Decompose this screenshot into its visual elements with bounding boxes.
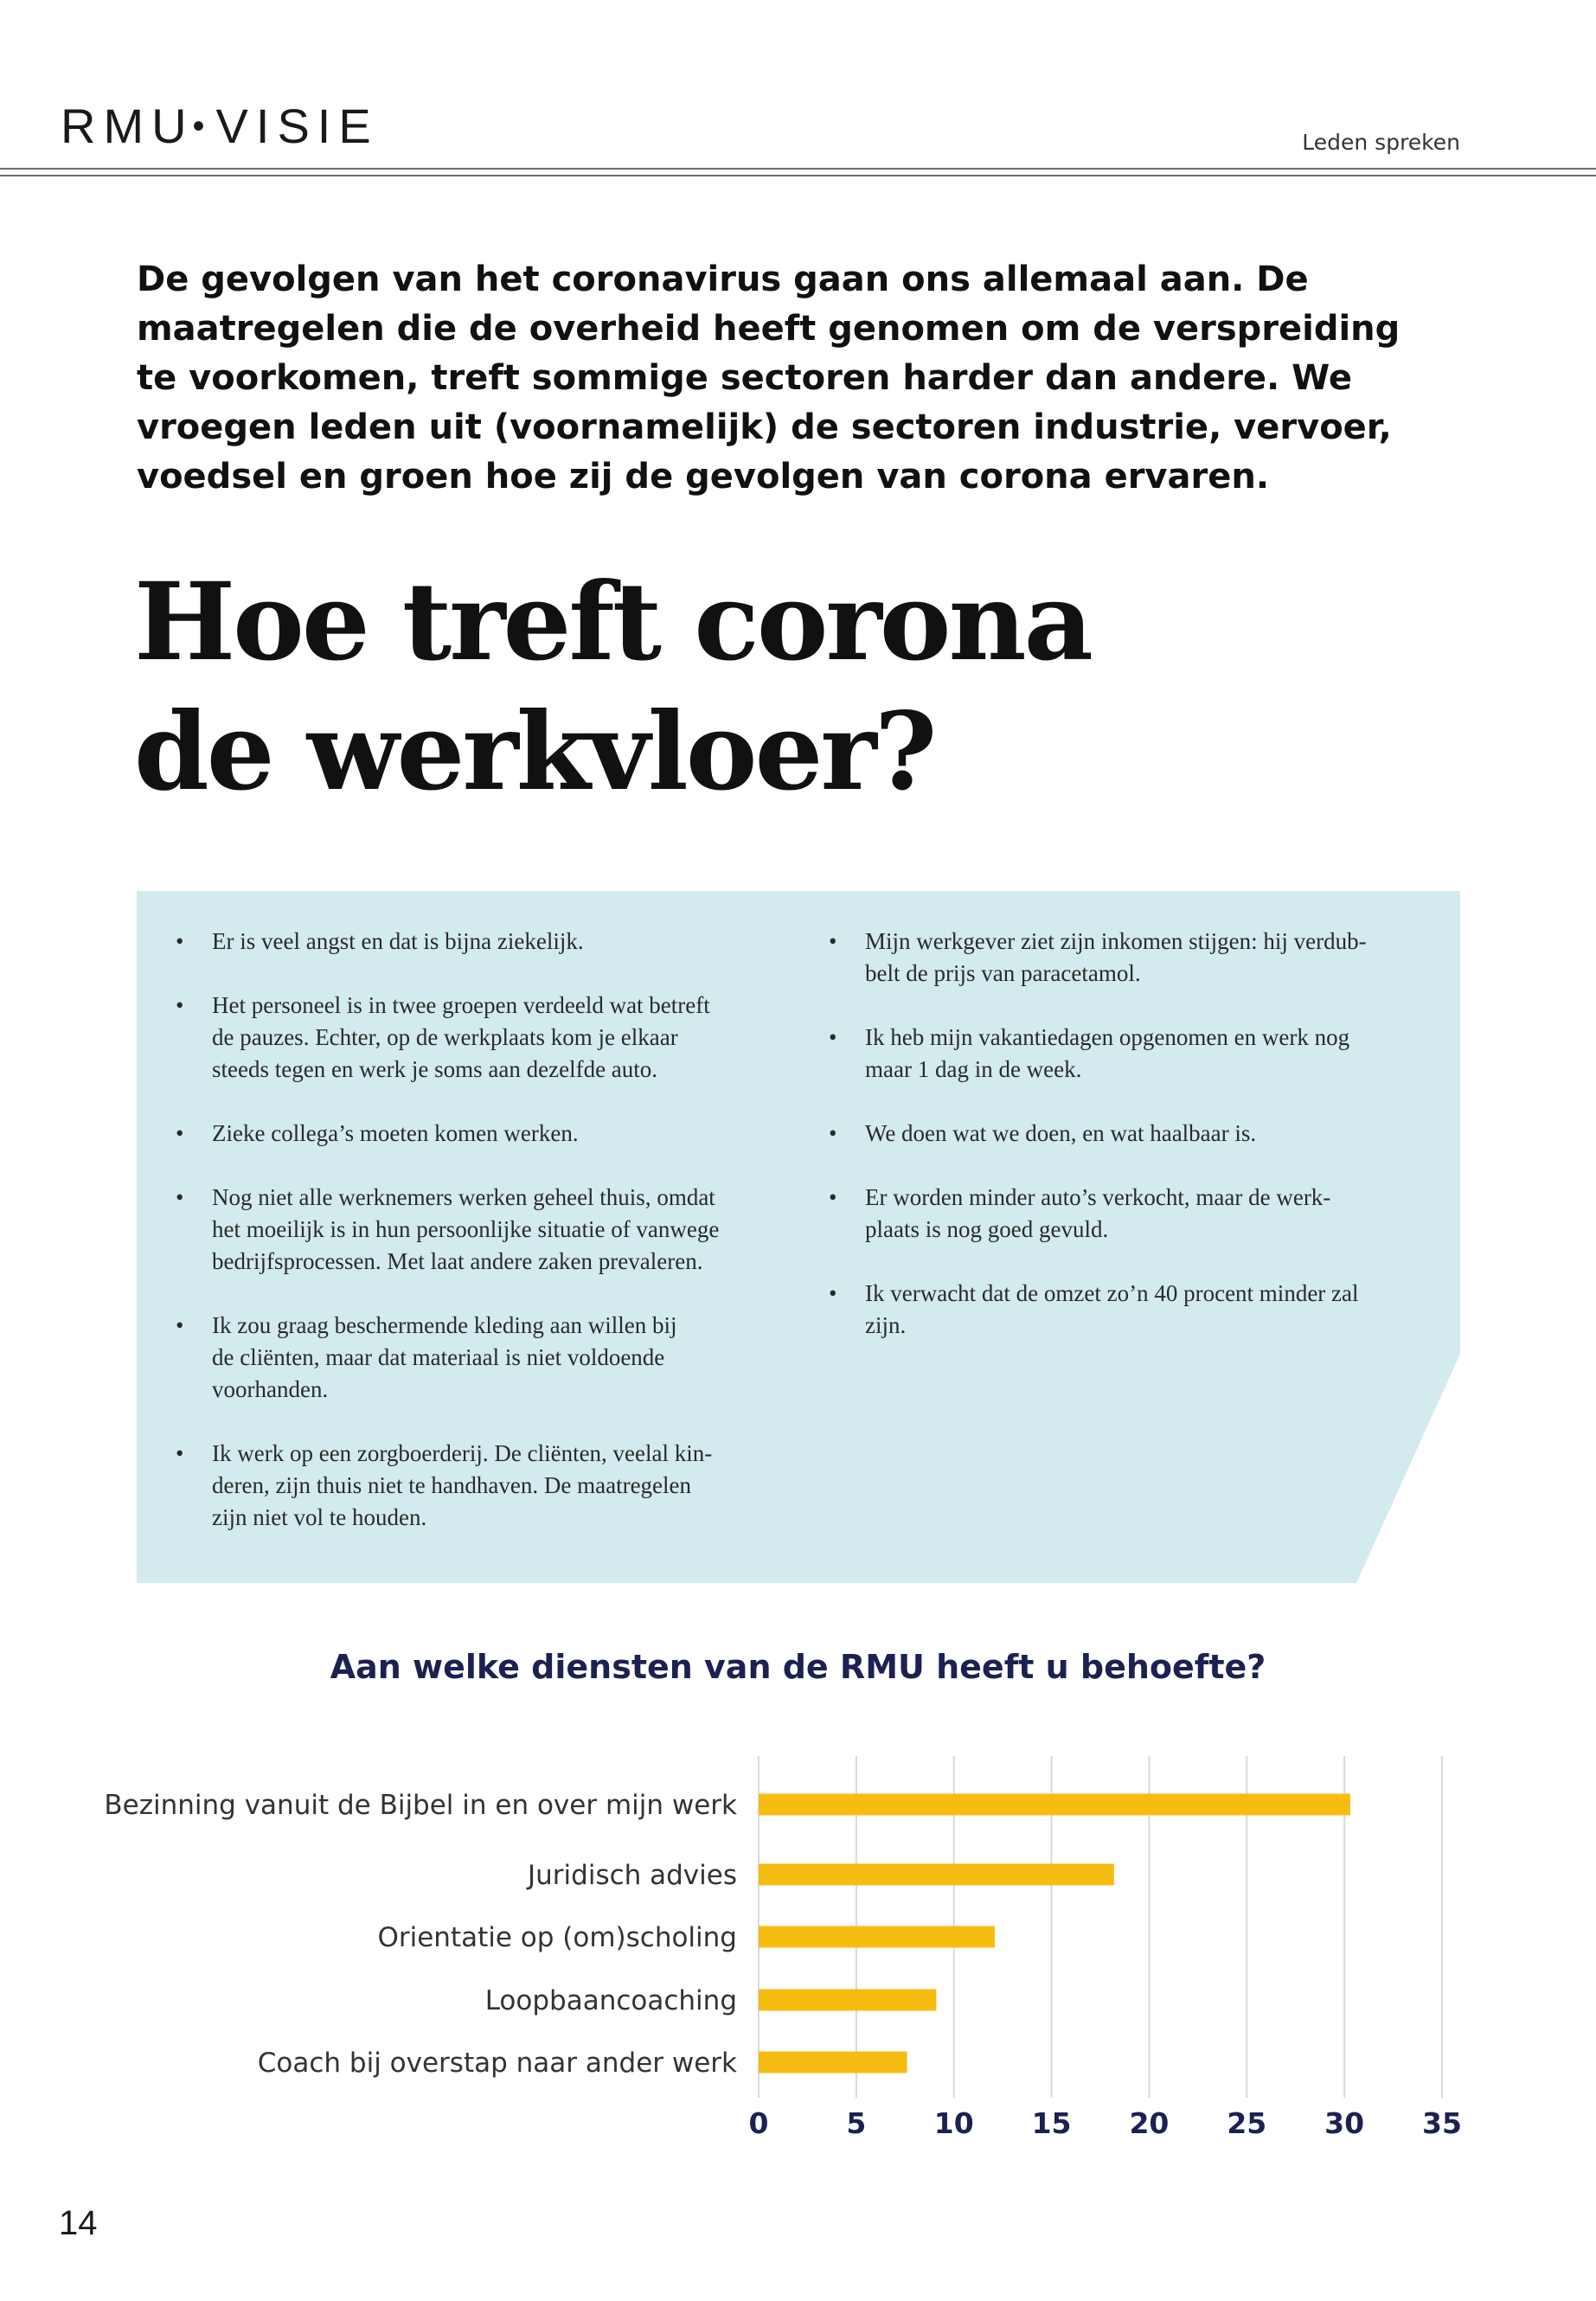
quote-line: Mijn werkgever ziet zijn inkomen stijgen: hij verdub- — [865, 928, 1367, 954]
quote-line: Er is veel angst en dat is bijna ziekelijk. — [212, 928, 584, 954]
quote-line: voorhanden. — [212, 1376, 329, 1402]
x-tick-label: 30 — [1324, 2106, 1365, 2140]
header-rule-top — [0, 168, 1596, 170]
quote-line: belt de prijs van paracetamol. — [865, 960, 1141, 986]
quote-text — [212, 1118, 920, 1150]
quote-line: Ik verwacht dat de omzet zo’n 40 procent minder zal — [865, 1280, 1359, 1306]
x-tick-label: 25 — [1227, 2106, 1267, 2140]
quotes-column-right — [829, 926, 1452, 1374]
quote-line: de cliënten, maar dat materiaal is niet voldoende — [212, 1344, 665, 1370]
bar — [759, 1926, 995, 1948]
section-label: Leden spreken — [1302, 130, 1460, 155]
bullet-marker: • — [176, 1120, 184, 1146]
x-tick-label: 0 — [748, 2106, 769, 2140]
quote-text — [212, 1438, 920, 1534]
quote-text — [212, 926, 920, 958]
category-label: Juridisch advies — [528, 1860, 737, 1891]
bullet-marker: • — [176, 928, 184, 954]
quotes-column-left — [176, 926, 920, 1566]
category-label: Bezinning vanuit de Bijbel in en over mijn werk — [104, 1790, 737, 1821]
page-title — [134, 558, 1091, 817]
title-line: Hoe treft corona — [134, 560, 1091, 685]
x-tick-label: 35 — [1422, 2106, 1462, 2140]
header-rule-bottom — [0, 175, 1596, 176]
quote-line: het moeilijk is in hun persoonlijke situatie of vanwege — [212, 1216, 720, 1242]
chart-title: Aan welke diensten van de RMU heeft u behoefte? — [330, 1648, 1266, 1686]
title-line: de werkvloer? — [134, 689, 935, 815]
quote-line: maar 1 dag in de week. — [865, 1056, 1082, 1082]
quote-line: Ik zou graag beschermende kleding aan willen bij — [212, 1312, 677, 1338]
bullet-marker: • — [176, 1184, 184, 1210]
quote-line: Nog niet alle werknemers werken geheel thuis, omdat — [212, 1184, 715, 1210]
quote-item — [176, 990, 920, 1086]
bullet-marker: • — [829, 1280, 837, 1306]
quote-line: steeds tegen en werk je soms aan dezelfde auto. — [212, 1056, 658, 1082]
intro-paragraph — [137, 255, 1401, 502]
quote-line: plaats is nog goed gevuld. — [865, 1216, 1109, 1242]
quote-line: bedrijfsprocessen. Met laat andere zaken prevaleren. — [212, 1248, 703, 1274]
quote-line: zijn. — [865, 1312, 907, 1338]
quote-text — [212, 1182, 920, 1278]
bullet-marker: • — [829, 1120, 837, 1146]
quote-item — [176, 1438, 920, 1534]
page-number: 14 — [59, 2204, 98, 2242]
quote-text — [865, 926, 1452, 990]
bullet-marker: • — [176, 1440, 184, 1466]
quote-line: Er worden minder auto’s verkocht, maar de werk- — [865, 1184, 1331, 1210]
intro-line: voedsel en groen hoe zij de gevolgen van corona ervaren. — [137, 457, 1270, 497]
quote-item — [176, 1182, 920, 1278]
category-label: Orientatie op (om)scholing — [377, 1922, 737, 1953]
quote-item — [829, 926, 1452, 990]
bullet-marker: • — [829, 928, 837, 954]
category-label: Coach bij overstap naar ander werk — [257, 2048, 737, 2079]
quotes-panel — [137, 891, 1460, 1583]
quote-item — [176, 1118, 920, 1150]
bar — [759, 1794, 1350, 1816]
bullet-marker: • — [176, 992, 184, 1018]
intro-line: te voorkomen, treft sommige sectoren harder dan andere. We — [137, 358, 1352, 398]
x-tick-label: 5 — [846, 2106, 867, 2140]
intro-line: maatregelen die de overheid heeft genomen om de verspreiding — [137, 309, 1401, 349]
x-tick-label: 10 — [933, 2106, 974, 2140]
quote-item — [829, 1182, 1452, 1246]
quote-line: zijn niet vol te houden. — [212, 1504, 427, 1530]
logo-dot: • — [192, 107, 213, 145]
bar — [759, 1990, 936, 2011]
logo-text-right: VISIE — [215, 99, 379, 153]
quote-text — [212, 1310, 920, 1406]
category-label: Loopbaancoaching — [484, 1985, 737, 2016]
quote-item — [176, 926, 920, 958]
bar — [759, 1864, 1114, 1886]
bar — [759, 2052, 907, 2073]
bullet-marker: • — [176, 1312, 184, 1338]
quote-text — [865, 1118, 1452, 1150]
quote-item — [176, 1310, 920, 1406]
bullet-marker: • — [829, 1024, 837, 1050]
x-tick-label: 20 — [1129, 2106, 1170, 2140]
quote-item — [829, 1118, 1452, 1150]
quote-line: de pauzes. Echter, op de werkplaats kom je elkaar — [212, 1024, 678, 1050]
header-logo — [61, 99, 379, 153]
quote-item — [829, 1278, 1452, 1342]
quote-text — [865, 1278, 1452, 1342]
quote-line: deren, zijn thuis niet te handhaven. De maatregelen — [212, 1472, 692, 1498]
quote-line: Ik werk op een zorgboerderij. De cliënten, veelal kin- — [212, 1440, 713, 1466]
quote-line: Ik heb mijn vakantiedagen opgenomen en werk nog — [865, 1024, 1350, 1050]
intro-line: vroegen leden uit (voornamelijk) de sectoren industrie, vervoer, — [137, 407, 1392, 447]
intro-line: De gevolgen van het coronavirus gaan ons allemaal aan. De — [137, 260, 1309, 299]
quote-item — [829, 1022, 1452, 1086]
quote-line: We doen wat we doen, en wat haalbaar is. — [865, 1120, 1257, 1146]
quote-text — [865, 1022, 1452, 1086]
x-tick-label: 15 — [1031, 2106, 1072, 2140]
quote-text — [865, 1182, 1452, 1246]
bullet-marker: • — [829, 1184, 837, 1210]
quote-line: Het personeel is in twee groepen verdeeld wat betreft — [212, 992, 710, 1018]
logo-text-left: RMU — [61, 99, 195, 153]
quote-text — [212, 990, 920, 1086]
quote-line: Zieke collega’s moeten komen werken. — [212, 1120, 579, 1146]
bar-chart — [0, 1756, 1596, 2163]
